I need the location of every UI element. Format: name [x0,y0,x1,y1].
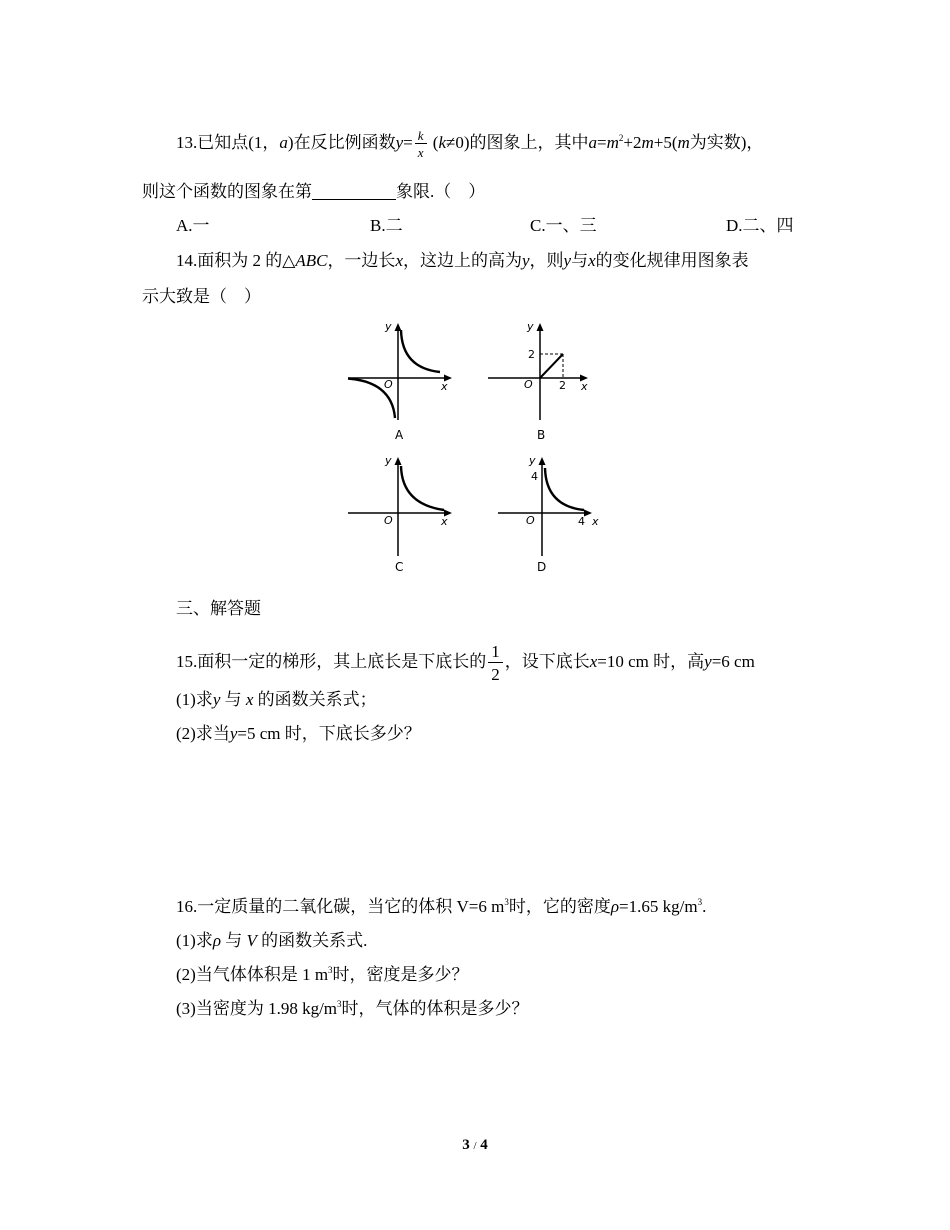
section-heading: 三、解答题 [176,599,261,618]
curve-first-quadrant [401,466,444,510]
q14-line1: 14.面积为 2 的△ABC，一边长x，这边上的高为y，则y与x的变化规律用图象表 [176,251,749,270]
tick-four-y: 4 [531,470,538,483]
tick-four-x: 4 [578,515,585,528]
axis-x-label: x [441,380,448,393]
graph-c[interactable] [340,450,460,578]
answer-blank[interactable] [312,183,396,200]
tick-two-y: 2 [528,348,535,361]
y-arrow-icon [539,457,546,465]
graph-d[interactable] [490,450,610,578]
tick-two-x: 2 [559,379,566,392]
axis-y-label: y [385,320,392,333]
x-arrow-icon [584,510,592,517]
curve-first-quadrant [545,468,584,510]
axis-x-label: x [592,515,599,528]
origin-label: O [384,378,393,391]
axis-y-label: y [385,454,392,467]
q13-line2: 则这个函数的图象在第 象限.（ ） [142,182,486,201]
origin-label: O [524,378,533,391]
line-segment [540,354,563,378]
graph-label-b: B [537,428,546,442]
q16-line1: 16.一定质量的二氧化碳，当它的体积 V=6 $m^3$时，它的密度ρ=1.65 $kg/m^3$. [176,897,707,916]
graph-label-d: D [537,560,547,574]
q13-option-d[interactable]: D.二、四 [726,216,794,235]
q15-part1: (1)求y 与 x 的函数关系式； [176,690,377,709]
origin-label: O [384,514,393,527]
q14-line2: 示大致是（ ） [142,287,261,306]
q15-fraction: $\frac{1}{2}$ [488,643,503,683]
q15-line1: 15.面积一定的梯形，其上底长是下底长的 $\frac{1}{2}$ ，设下底长x=10 cm 时，高y=6 cm [176,642,755,684]
q13-fraction: $\frac{k}{x}$ [415,129,427,159]
y-arrow-icon [395,323,402,331]
curve-first-quadrant [401,330,440,372]
page-number: 3 / 4 [462,1137,488,1153]
graph-a[interactable] [340,316,460,444]
q13-line1: 13.已知点(1，a)在反比例函数y= $\frac{k}{x}$ (k≠0)的图象上，其中$a=m^2+2m+5(m$为实数)， [176,128,764,160]
axis-y-label: y [527,320,534,333]
q13-option-c[interactable]: C.一、三 [530,216,597,235]
axis-y-label: y [529,454,536,467]
graph-label-a: A [395,428,404,442]
q15-part2: (2)求当y=5 cm 时，下底长多少？ [176,724,421,743]
origin-label: O [526,514,535,527]
axis-x-label: x [441,515,448,528]
y-arrow-icon [395,457,402,465]
q16-part3: (3)当密度为 1.98 $kg/m^3$时，气体的体积是多少？ [176,999,529,1018]
q13-option-b[interactable]: B.二 [370,216,403,235]
graph-label-c: C [395,560,404,574]
q16-part2: (2)当气体体积是 1 $m^3$时，密度是多少？ [176,965,469,984]
q16-part1: (1)求ρ 与 V 的函数关系式. [176,931,368,950]
axis-x-label: x [581,380,588,393]
q13-option-a[interactable]: A.一 [176,216,210,235]
y-arrow-icon [537,323,544,331]
graph-b[interactable] [484,316,604,444]
